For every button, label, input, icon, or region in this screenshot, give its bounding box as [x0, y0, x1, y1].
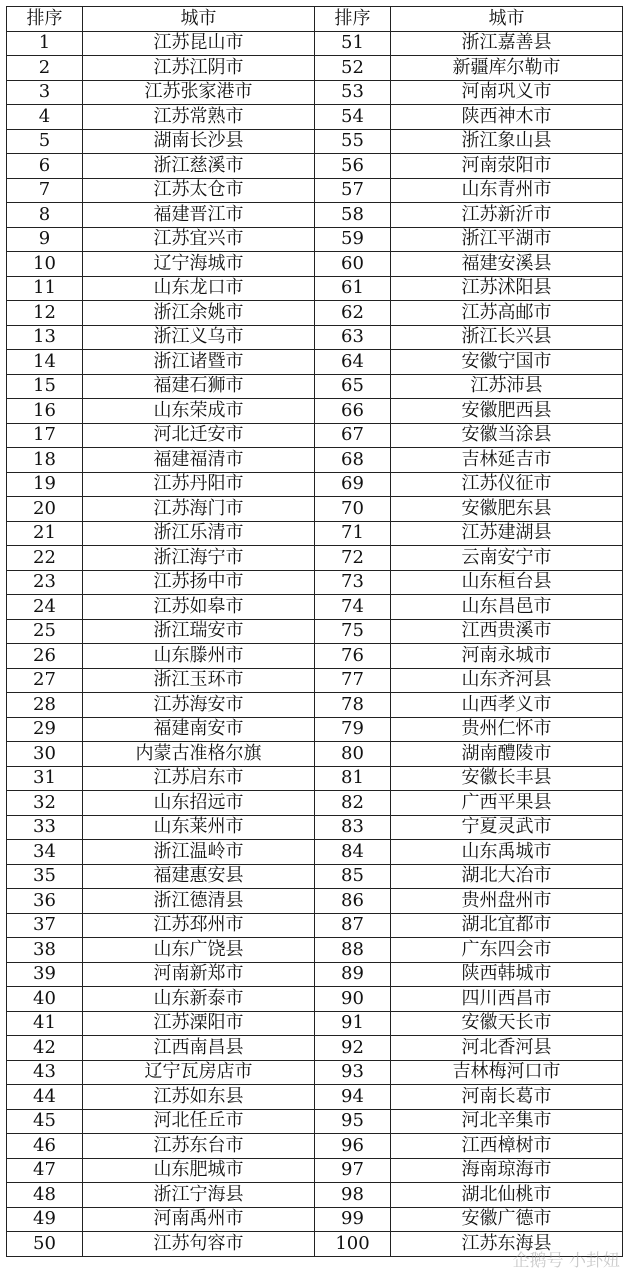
- city-cell: 江苏昆山市: [83, 31, 315, 56]
- rank-cell: 36: [7, 889, 83, 914]
- city-cell: 安徽当涂县: [391, 423, 623, 448]
- rank-cell: 15: [7, 374, 83, 399]
- rank-cell: 41: [7, 1011, 83, 1036]
- table-row: [7, 521, 623, 546]
- table-row: [7, 987, 623, 1012]
- city-cell: 山东青州市: [391, 178, 623, 203]
- table-row: [7, 889, 623, 914]
- table-row: [7, 80, 623, 105]
- rank-cell: 40: [7, 987, 83, 1012]
- table-row: [7, 938, 623, 963]
- city-cell: 江苏启东市: [83, 766, 315, 791]
- city-cell: 吉林梅河口市: [391, 1060, 623, 1085]
- rank-cell: 64: [315, 350, 391, 375]
- table-row: [7, 962, 623, 987]
- table-row: [7, 1036, 623, 1061]
- city-cell: 福建惠安县: [83, 864, 315, 889]
- city-cell: 江苏沛县: [391, 374, 623, 399]
- rank-cell: 47: [7, 1158, 83, 1183]
- rank-cell: 83: [315, 815, 391, 840]
- table-row: [7, 56, 623, 81]
- city-cell: 山东新泰市: [83, 987, 315, 1012]
- city-cell: 山西孝义市: [391, 693, 623, 718]
- city-cell: 江苏太仓市: [83, 178, 315, 203]
- table-row: [7, 203, 623, 228]
- rank-cell: 89: [315, 962, 391, 987]
- rank-cell: 43: [7, 1060, 83, 1085]
- rank-cell: 58: [315, 203, 391, 228]
- table-row: [7, 350, 623, 375]
- city-cell: 河南永城市: [391, 644, 623, 669]
- city-cell: 河南巩义市: [391, 80, 623, 105]
- rank-cell: 37: [7, 913, 83, 938]
- rank-cell: 51: [315, 31, 391, 56]
- city-cell: 河北迁安市: [83, 423, 315, 448]
- city-cell: 河南新郑市: [83, 962, 315, 987]
- city-cell: 江苏丹阳市: [83, 472, 315, 497]
- city-cell: 浙江乐清市: [83, 521, 315, 546]
- city-cell: 云南安宁市: [391, 546, 623, 571]
- city-cell: 四川西昌市: [391, 987, 623, 1012]
- city-cell: 山东莱州市: [83, 815, 315, 840]
- rank-cell: 4: [7, 105, 83, 130]
- table-row: [7, 276, 623, 301]
- table-row: [7, 399, 623, 424]
- city-cell: 浙江嘉善县: [391, 31, 623, 56]
- city-cell: 江苏扬中市: [83, 570, 315, 595]
- rank-cell: 95: [315, 1109, 391, 1134]
- city-cell: 江苏建湖县: [391, 521, 623, 546]
- city-cell: 浙江长兴县: [391, 325, 623, 350]
- rank-cell: 44: [7, 1085, 83, 1110]
- city-cell: 浙江诸暨市: [83, 350, 315, 375]
- city-cell: 山东肥城市: [83, 1158, 315, 1183]
- city-cell: 江苏张家港市: [83, 80, 315, 105]
- city-cell: 安徽肥东县: [391, 497, 623, 522]
- rank-cell: 60: [315, 252, 391, 277]
- city-cell: 广东四会市: [391, 938, 623, 963]
- rank-cell: 46: [7, 1134, 83, 1159]
- rank-cell: 69: [315, 472, 391, 497]
- rank-cell: 81: [315, 766, 391, 791]
- city-cell: 福建石狮市: [83, 374, 315, 399]
- city-cell: 湖南醴陵市: [391, 742, 623, 767]
- rank-cell: 86: [315, 889, 391, 914]
- city-cell: 山东桓台县: [391, 570, 623, 595]
- rank-cell: 88: [315, 938, 391, 963]
- table-row: [7, 448, 623, 473]
- rank-cell: 57: [315, 178, 391, 203]
- rank-cell: 25: [7, 619, 83, 644]
- city-header-left: 城市: [83, 7, 315, 32]
- city-cell: 江苏如东县: [83, 1085, 315, 1110]
- city-cell: 山东荣成市: [83, 399, 315, 424]
- rank-cell: 71: [315, 521, 391, 546]
- header-row: [7, 7, 623, 32]
- city-cell: 贵州盘州市: [391, 889, 623, 914]
- table-row: [7, 1134, 623, 1159]
- table-row: [7, 717, 623, 742]
- city-cell: 浙江温岭市: [83, 840, 315, 865]
- rank-cell: 82: [315, 791, 391, 816]
- table-row: [7, 105, 623, 130]
- city-cell: 山东招远市: [83, 791, 315, 816]
- rank-cell: 8: [7, 203, 83, 228]
- city-cell: 贵州仁怀市: [391, 717, 623, 742]
- rank-cell: 27: [7, 668, 83, 693]
- table-row: [7, 1109, 623, 1134]
- city-cell: 浙江平湖市: [391, 227, 623, 252]
- rank-cell: 21: [7, 521, 83, 546]
- rank-cell: 17: [7, 423, 83, 448]
- city-cell: 江苏宜兴市: [83, 227, 315, 252]
- rank-cell: 16: [7, 399, 83, 424]
- city-cell: 安徽宁国市: [391, 350, 623, 375]
- city-cell: 山东龙口市: [83, 276, 315, 301]
- city-cell: 江西南昌县: [83, 1036, 315, 1061]
- table-row: [7, 423, 623, 448]
- city-cell: 江苏常熟市: [83, 105, 315, 130]
- rank-cell: 72: [315, 546, 391, 571]
- city-cell: 江西樟树市: [391, 1134, 623, 1159]
- city-cell: 江苏海门市: [83, 497, 315, 522]
- city-cell: 湖北大冶市: [391, 864, 623, 889]
- table-row: [7, 1085, 623, 1110]
- rank-cell: 28: [7, 693, 83, 718]
- table-row: [7, 840, 623, 865]
- rank-cell: 65: [315, 374, 391, 399]
- city-cell: 湖南长沙县: [83, 129, 315, 154]
- rank-cell: 45: [7, 1109, 83, 1134]
- rank-cell: 79: [315, 717, 391, 742]
- table-row: [7, 619, 623, 644]
- rank-cell: 55: [315, 129, 391, 154]
- rank-cell: 5: [7, 129, 83, 154]
- city-cell: 山东昌邑市: [391, 595, 623, 620]
- rank-cell: 39: [7, 962, 83, 987]
- rank-cell: 35: [7, 864, 83, 889]
- city-cell: 福建南安市: [83, 717, 315, 742]
- rank-cell: 75: [315, 619, 391, 644]
- city-cell: 山东广饶县: [83, 938, 315, 963]
- watermark: 企鹅号 小卦妞: [512, 1251, 620, 1271]
- city-cell: 江苏邳州市: [83, 913, 315, 938]
- rank-cell: 96: [315, 1134, 391, 1159]
- table-row: [7, 864, 623, 889]
- rank-cell: 7: [7, 178, 83, 203]
- rank-cell: 34: [7, 840, 83, 865]
- table-row: [7, 178, 623, 203]
- city-cell: 安徽天长市: [391, 1011, 623, 1036]
- city-cell: 浙江瑞安市: [83, 619, 315, 644]
- city-cell: 湖北宜都市: [391, 913, 623, 938]
- rank-cell: 50: [7, 1232, 83, 1257]
- city-cell: 河南禹州市: [83, 1207, 315, 1232]
- city-cell: 福建安溪县: [391, 252, 623, 277]
- rank-cell: 98: [315, 1183, 391, 1208]
- table-row: [7, 913, 623, 938]
- rank-cell: 33: [7, 815, 83, 840]
- city-header-right: 城市: [391, 7, 623, 32]
- city-cell: 福建晋江市: [83, 203, 315, 228]
- table-row: [7, 154, 623, 179]
- city-cell: 福建福清市: [83, 448, 315, 473]
- table-row: [7, 742, 623, 767]
- rank-cell: 94: [315, 1085, 391, 1110]
- city-cell: 山东滕州市: [83, 644, 315, 669]
- rank-cell: 87: [315, 913, 391, 938]
- rank-cell: 13: [7, 325, 83, 350]
- rank-cell: 30: [7, 742, 83, 767]
- rank-cell: 91: [315, 1011, 391, 1036]
- city-cell: 陕西韩城市: [391, 962, 623, 987]
- city-ranking-table: [6, 6, 623, 1257]
- table-row: [7, 693, 623, 718]
- city-cell: 浙江义乌市: [83, 325, 315, 350]
- rank-cell: 68: [315, 448, 391, 473]
- rank-cell: 48: [7, 1183, 83, 1208]
- rank-cell: 85: [315, 864, 391, 889]
- city-cell: 辽宁海城市: [83, 252, 315, 277]
- rank-cell: 92: [315, 1036, 391, 1061]
- table-row: [7, 1158, 623, 1183]
- rank-cell: 19: [7, 472, 83, 497]
- rank-cell: 74: [315, 595, 391, 620]
- table-row: [7, 472, 623, 497]
- rank-cell: 12: [7, 301, 83, 326]
- rank-cell: 73: [315, 570, 391, 595]
- rank-cell: 63: [315, 325, 391, 350]
- city-cell: 河北辛集市: [391, 1109, 623, 1134]
- table-row: [7, 1183, 623, 1208]
- table-row: [7, 595, 623, 620]
- city-cell: 吉林延吉市: [391, 448, 623, 473]
- rank-cell: 100: [315, 1232, 391, 1257]
- city-cell: 江苏仪征市: [391, 472, 623, 497]
- city-cell: 江苏高邮市: [391, 301, 623, 326]
- city-cell: 广西平果县: [391, 791, 623, 816]
- city-cell: 浙江海宁市: [83, 546, 315, 571]
- rank-cell: 93: [315, 1060, 391, 1085]
- rank-cell: 26: [7, 644, 83, 669]
- rank-cell: 6: [7, 154, 83, 179]
- rank-cell: 10: [7, 252, 83, 277]
- rank-cell: 24: [7, 595, 83, 620]
- table-row: [7, 1060, 623, 1085]
- rank-cell: 97: [315, 1158, 391, 1183]
- rank-cell: 70: [315, 497, 391, 522]
- rank-cell: 62: [315, 301, 391, 326]
- rank-cell: 29: [7, 717, 83, 742]
- city-cell: 江苏句容市: [83, 1232, 315, 1257]
- city-cell: 河北香河县: [391, 1036, 623, 1061]
- table-row: [7, 766, 623, 791]
- city-cell: 河南荥阳市: [391, 154, 623, 179]
- table-row: [7, 668, 623, 693]
- rank-cell: 84: [315, 840, 391, 865]
- city-cell: 山东齐河县: [391, 668, 623, 693]
- rank-cell: 22: [7, 546, 83, 571]
- city-cell: 安徽广德市: [391, 1207, 623, 1232]
- rank-cell: 59: [315, 227, 391, 252]
- table-row: [7, 1011, 623, 1036]
- rank-cell: 42: [7, 1036, 83, 1061]
- table-row: [7, 815, 623, 840]
- city-cell: 浙江德清县: [83, 889, 315, 914]
- rank-cell: 56: [315, 154, 391, 179]
- city-cell: 河北任丘市: [83, 1109, 315, 1134]
- table-row: [7, 570, 623, 595]
- city-cell: 浙江玉环市: [83, 668, 315, 693]
- city-cell: 辽宁瓦房店市: [83, 1060, 315, 1085]
- rank-cell: 67: [315, 423, 391, 448]
- rank-cell: 78: [315, 693, 391, 718]
- table-row: [7, 791, 623, 816]
- rank-cell: 3: [7, 80, 83, 105]
- city-cell: 新疆库尔勒市: [391, 56, 623, 81]
- rank-cell: 80: [315, 742, 391, 767]
- table-row: [7, 129, 623, 154]
- table-row: [7, 644, 623, 669]
- rank-cell: 14: [7, 350, 83, 375]
- table-row: [7, 497, 623, 522]
- table-row: [7, 1207, 623, 1232]
- city-cell: 浙江象山县: [391, 129, 623, 154]
- rank-cell: 20: [7, 497, 83, 522]
- city-cell: 湖北仙桃市: [391, 1183, 623, 1208]
- rank-cell: 18: [7, 448, 83, 473]
- city-cell: 江西贵溪市: [391, 619, 623, 644]
- city-cell: 山东禹城市: [391, 840, 623, 865]
- table-row: [7, 252, 623, 277]
- table-row: [7, 301, 623, 326]
- city-cell: 江苏溧阳市: [83, 1011, 315, 1036]
- city-cell: 江苏江阴市: [83, 56, 315, 81]
- city-cell: 安徽肥西县: [391, 399, 623, 424]
- city-cell: 内蒙古准格尔旗: [83, 742, 315, 767]
- city-cell: 江苏沭阳县: [391, 276, 623, 301]
- rank-cell: 2: [7, 56, 83, 81]
- table-row: [7, 227, 623, 252]
- city-cell: 海南琼海市: [391, 1158, 623, 1183]
- city-cell: 江苏海安市: [83, 693, 315, 718]
- rank-cell: 32: [7, 791, 83, 816]
- rank-cell: 90: [315, 987, 391, 1012]
- city-cell: 浙江宁海县: [83, 1183, 315, 1208]
- rank-cell: 77: [315, 668, 391, 693]
- city-cell: 江苏东海县: [391, 1232, 623, 1257]
- rank-header-right: 排序: [315, 7, 391, 32]
- table-row: [7, 546, 623, 571]
- rank-cell: 11: [7, 276, 83, 301]
- rank-cell: 9: [7, 227, 83, 252]
- city-cell: 河南长葛市: [391, 1085, 623, 1110]
- rank-cell: 76: [315, 644, 391, 669]
- city-cell: 江苏东台市: [83, 1134, 315, 1159]
- city-cell: 安徽长丰县: [391, 766, 623, 791]
- rank-cell: 52: [315, 56, 391, 81]
- rank-cell: 38: [7, 938, 83, 963]
- rank-cell: 49: [7, 1207, 83, 1232]
- city-cell: 浙江余姚市: [83, 301, 315, 326]
- rank-cell: 66: [315, 399, 391, 424]
- city-cell: 浙江慈溪市: [83, 154, 315, 179]
- table-row: [7, 374, 623, 399]
- rank-cell: 31: [7, 766, 83, 791]
- rank-cell: 1: [7, 31, 83, 56]
- city-cell: 江苏如皋市: [83, 595, 315, 620]
- city-cell: 江苏新沂市: [391, 203, 623, 228]
- table-body: [7, 31, 623, 1256]
- rank-header-left: 排序: [7, 7, 83, 32]
- rank-cell: 54: [315, 105, 391, 130]
- rank-cell: 61: [315, 276, 391, 301]
- rank-cell: 99: [315, 1207, 391, 1232]
- city-cell: 宁夏灵武市: [391, 815, 623, 840]
- rank-cell: 23: [7, 570, 83, 595]
- table-row: [7, 31, 623, 56]
- rank-cell: 53: [315, 80, 391, 105]
- city-cell: 陕西神木市: [391, 105, 623, 130]
- table-row: [7, 325, 623, 350]
